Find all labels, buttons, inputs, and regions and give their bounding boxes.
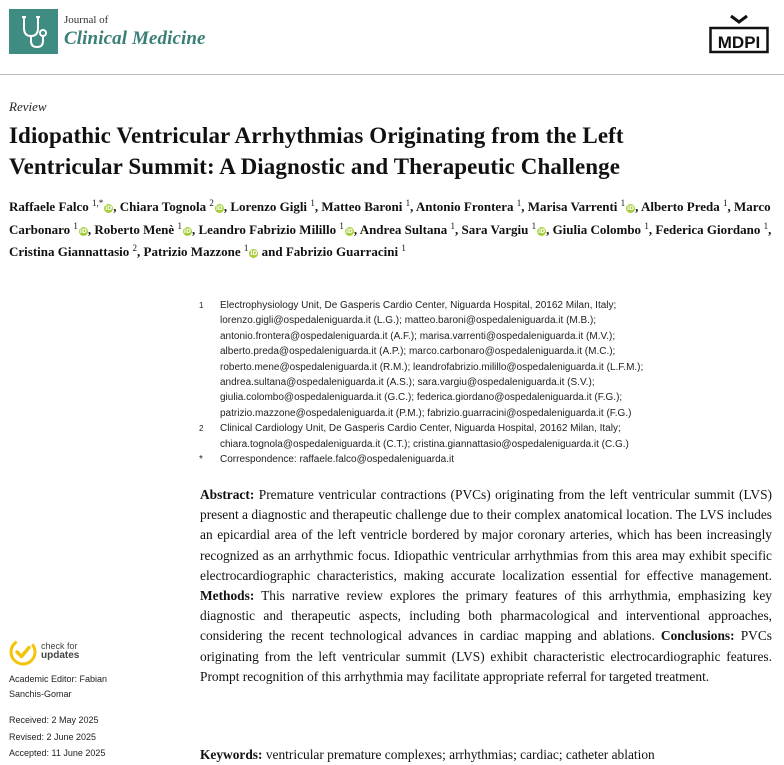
orcid-icon[interactable]: iD: [215, 205, 223, 212]
author-separator: ,: [454, 221, 462, 237]
author-affiliation-mark: 1: [177, 220, 182, 231]
author[interactable]: [321, 199, 416, 214]
affiliation-line: antonio.frontera@ospedaleniguarda.it (A.F.); marisa.varrenti@ospedaleniguarda.it (M.V.);: [220, 330, 616, 342]
orcid-icon[interactable]: iD: [183, 227, 191, 235]
author-separator: ,: [137, 244, 144, 259]
author[interactable]: [641, 199, 734, 214]
abstract-conclusions: PVCs originating from the left ventricular summit (LVS) exhibit characteristic electrocardiographic features. Prompt recognition of this arrhythmia may facilitate appropriate referral for targeted treatment.: [200, 628, 772, 684]
orcid-icon[interactable]: iD: [250, 250, 258, 257]
affiliation: [199, 298, 779, 421]
author-affiliation-mark: 1: [763, 220, 769, 231]
author-separator: and: [258, 244, 286, 259]
orcid-icon[interactable]: iD: [627, 205, 635, 212]
abstract-background: Premature ventricular contractions (PVCs) originating from the left ventricular summit (LVS) present a diagnostic and therapeutic challenge due to their complex anatomical location. The LVS includes an epicardial area of the left ventricle bordered by major coronary arteries, which has been increasingly recognized as an arrhythmic focus. Idiopathic ventricular arrhythmias from this area may exhibit specific electrocardiographic characteristics, making accurate localization essential for effective management.: [200, 487, 772, 583]
author[interactable]: [198, 222, 359, 237]
affiliation-line: alberto.preda@ospedaleniguarda.it (A.P.); marco.carbonaro@ospedaleniguarda.it (M.C.);: [220, 346, 616, 358]
received-date: Received: 2 May 2025: [9, 715, 99, 725]
orcid-icon[interactable]: iD: [345, 227, 353, 235]
author-affiliation-mark: 2: [209, 198, 214, 208]
author-name: Cristina Giannattasio: [9, 244, 130, 259]
author-affiliation-mark: 1: [620, 198, 626, 208]
author-name: Giulia Colombo: [552, 221, 642, 237]
author-affiliation-mark: 1,*: [92, 198, 104, 208]
author-separator: ,: [223, 199, 231, 214]
author-separator: ,: [191, 221, 199, 237]
author[interactable]: [461, 222, 552, 237]
author-separator: ,: [727, 199, 735, 214]
affiliation-line: chiara.tognola@ospedaleniguarda.it (C.T.); cristina.giannattasio@ospedaleniguarda.it (C.G.): [220, 438, 629, 450]
updates-label: updates: [41, 650, 80, 662]
revised-date: Revised: 2 June 2025: [9, 732, 97, 742]
author[interactable]: [553, 222, 656, 237]
article-type: Review: [9, 99, 47, 114]
orcid-icon[interactable]: iD: [538, 227, 546, 235]
journal-small-label: Journal of: [64, 14, 109, 26]
author[interactable]: [286, 244, 406, 259]
author-affiliation-mark: 2: [132, 243, 138, 253]
conclusions-label: Conclusions:: [660, 628, 735, 644]
keywords: [200, 745, 772, 765]
author-name: Marisa Varrenti: [527, 199, 618, 214]
check-for-label: check for: [41, 641, 78, 652]
author[interactable]: [416, 199, 528, 214]
author-separator: ,: [113, 199, 120, 214]
author-separator: ,: [648, 221, 656, 237]
author-separator: ,: [87, 221, 95, 237]
author[interactable]: [9, 244, 144, 259]
author-name: Antonio Frontera: [415, 199, 514, 214]
affiliation-line: giulia.colombo@ospedaleniguarda.it (G.C.); federica.giordano@ospedaleniguarda.it (F.G.);: [220, 392, 623, 404]
stethoscope-icon: [9, 9, 58, 54]
author-separator: ,: [546, 221, 553, 237]
author-affiliation-mark: 1: [723, 198, 728, 208]
author-name: Marco Carbonaro: [9, 199, 771, 237]
author-separator: ,: [635, 199, 641, 214]
affiliation-line: Clinical Cardiology Unit, De Gasperis Cardio Center, Niguarda Hospital, 20162 Milan, Italy;: [220, 423, 621, 435]
journal-name: Clinical Medicine: [64, 28, 206, 49]
author-separator: ,: [314, 199, 322, 214]
author[interactable]: [655, 222, 771, 237]
keywords-text: ventricular premature complexes; arrhythmias; cardiac; catheter ablation: [265, 747, 655, 762]
accepted-date: Accepted: 11 June 2025: [9, 748, 106, 758]
author-list: [9, 196, 779, 264]
affiliation-line: roberto.mene@ospedaleniguarda.it (R.M.); leandrofabrizio.milillo@ospedaleniguarda.it (L.F.M.);: [220, 361, 644, 373]
affiliation-line: Correspondence: raffaele.falco@ospedaleniguarda.it: [220, 454, 455, 466]
orcid-icon[interactable]: iD: [79, 227, 87, 235]
check-updates-icon: [9, 638, 37, 666]
title-line: Idiopathic Ventricular Arrhythmias Originating from the Left: [9, 123, 624, 148]
journal-logo[interactable]: [9, 9, 206, 54]
mdpi-logo[interactable]: [709, 14, 769, 54]
author-name: Lorenzo Gigli: [230, 199, 308, 214]
author-name: Andrea Sultana: [359, 221, 448, 237]
keywords-label: Keywords:: [200, 747, 263, 762]
author-name: Chiara Tognola: [119, 199, 207, 214]
affiliation-line: Electrophysiology Unit, De Gasperis Cardio Center, Niguarda Hospital, 20162 Milan, Italy;: [220, 300, 617, 311]
author-affiliation-mark: 1: [644, 220, 649, 231]
author-affiliation-mark: 1: [450, 220, 455, 231]
author-separator: ,: [410, 199, 416, 214]
abstract-methods: This narrative review explores the primary features of this arrhythmia, emphasizing key diagnostic and therapeutic aspects, including both pharmacological and interventional approaches, considering the recent technological advances in cardiac mapping and ablations.: [200, 588, 772, 644]
affiliations: [199, 298, 779, 467]
abstract: [200, 485, 772, 687]
author-name: Fabrizio Guarracini: [285, 244, 399, 259]
author-name: Federica Giordano: [655, 221, 761, 237]
affiliation-mark: 2: [199, 424, 204, 434]
affiliation-line: patrizio.mazzone@ospedaleniguarda.it (P.M.); fabrizio.guarracini@ospedaleniguarda.it (F.G.): [220, 407, 632, 419]
author-affiliation-mark: 1: [73, 220, 78, 231]
author-separator: ,: [768, 221, 772, 237]
affiliation-mark: *: [199, 454, 203, 466]
author-affiliation-mark: 1: [405, 198, 411, 208]
author[interactable]: [120, 199, 231, 214]
author-name: Roberto Menè: [94, 221, 175, 237]
author-affiliation-mark: 1: [531, 220, 537, 231]
author[interactable]: [9, 199, 120, 214]
author[interactable]: [360, 222, 462, 237]
editor-line: Academic Editor: Fabian: [9, 674, 108, 684]
methods-label: Methods:: [200, 588, 255, 604]
orcid-icon[interactable]: iD: [105, 205, 113, 212]
affiliation-line: lorenzo.gigli@ospedaleniguarda.it (L.G.); matteo.baroni@ospedaleniguarda.it (M.B.);: [220, 315, 597, 327]
affiliation: [199, 452, 779, 467]
check-for-updates-badge[interactable]: [9, 638, 79, 666]
author[interactable]: [528, 199, 641, 214]
abstract-label: Abstract:: [200, 487, 255, 502]
affiliation-line: andrea.sultana@ospedaleniguarda.it (A.S.); sara.vargiu@ospedaleniguarda.it (S.V.);: [220, 377, 595, 389]
author-name: Sara Vargiu: [461, 221, 529, 237]
author-affiliation-mark: 1: [401, 243, 406, 253]
article-title: [9, 120, 777, 182]
author[interactable]: [230, 199, 321, 214]
affiliation: [199, 421, 779, 452]
author-name: Matteo Baroni: [321, 199, 403, 214]
author-affiliation-mark: 1: [339, 220, 344, 231]
author-affiliation-mark: 1: [243, 243, 249, 253]
author-affiliation-mark: 1: [310, 198, 315, 208]
affiliation-mark: 1: [199, 301, 204, 310]
author-name: Patrizio Mazzone: [143, 244, 241, 259]
author[interactable]: [94, 222, 198, 237]
author-name: Alberto Preda: [640, 199, 720, 214]
author-name: Leandro Fabrizio Milillo: [198, 221, 337, 237]
author-affiliation-mark: 1: [516, 198, 522, 208]
title-line: Ventricular Summit: A Diagnostic and Therapeutic Challenge: [9, 154, 621, 179]
publisher-name: MDPI: [717, 33, 761, 52]
academic-editor: [9, 672, 107, 702]
author-separator: ,: [521, 199, 528, 214]
author-separator: ,: [353, 221, 360, 237]
header-divider: [0, 74, 784, 75]
author[interactable]: [144, 244, 286, 259]
author-name: Raffaele Falco: [9, 199, 89, 214]
editor-line: Sanchis-Gomar: [9, 689, 72, 699]
